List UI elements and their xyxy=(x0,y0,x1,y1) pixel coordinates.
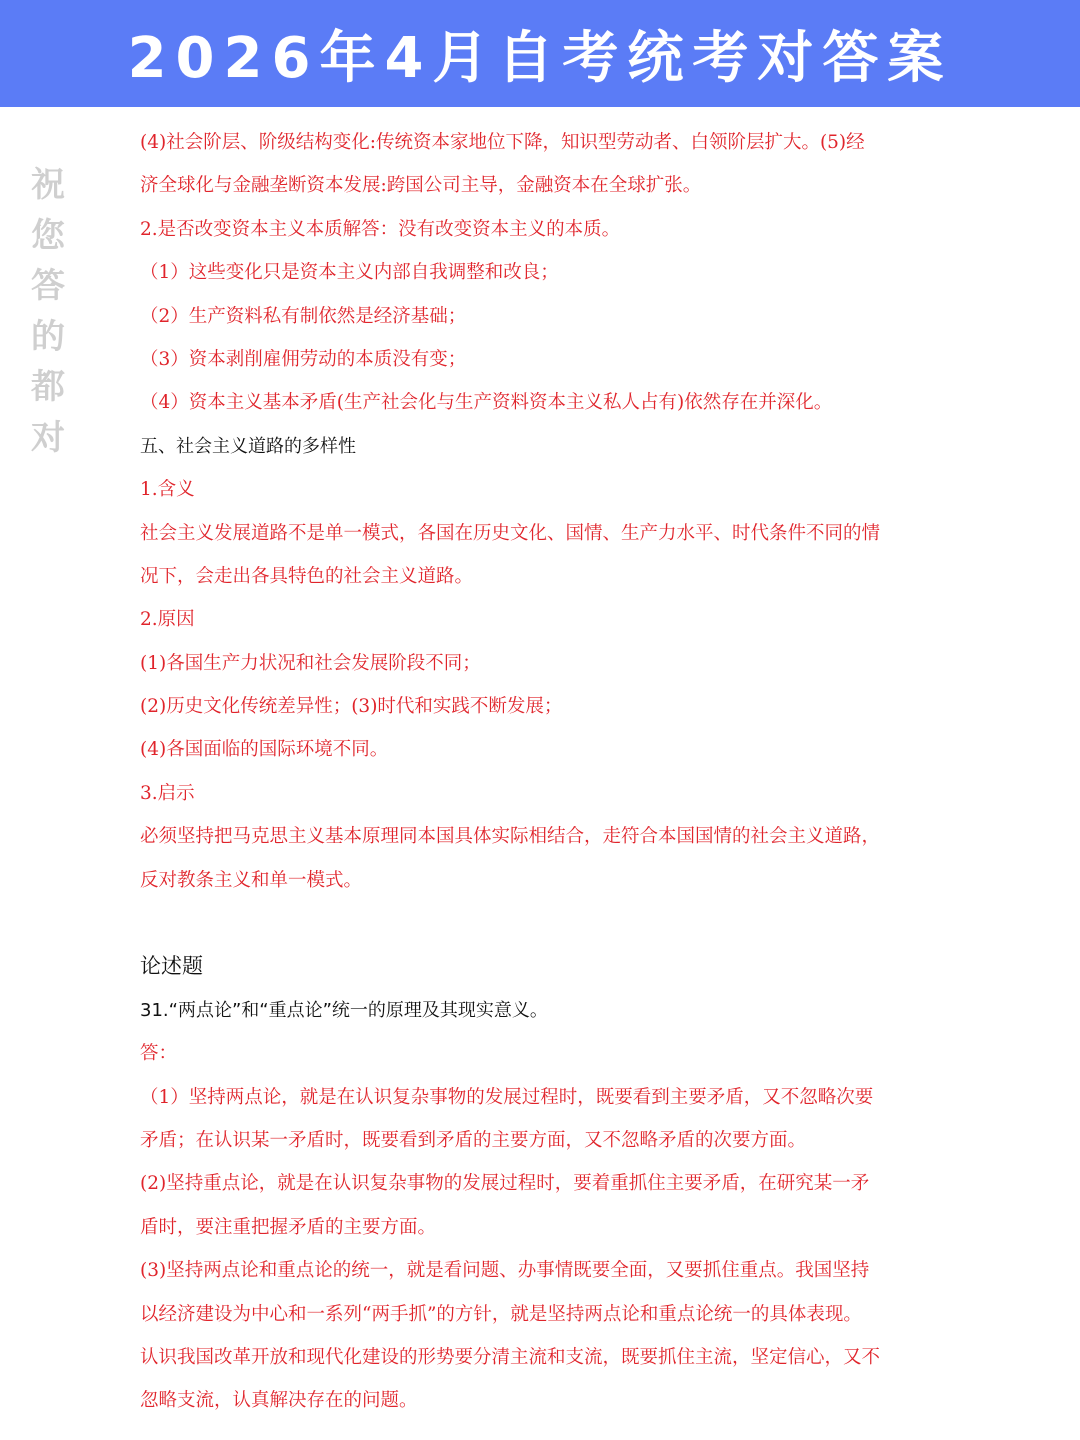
side-char: 对 xyxy=(31,417,65,458)
answer-line: 济全球化与金融垄断资本发展:跨国公司主导，金融资本在全球扩张。 xyxy=(140,175,702,197)
side-char: 祝 xyxy=(31,165,65,205)
answer-line: (3)坚持两点论和重点论的统一，就是看问题、办事情既要全面，又要抓住重点。我国坚持 xyxy=(140,1260,870,1282)
answer-line: 反对教条主义和单一模式。 xyxy=(140,869,363,891)
answer-line: (4)各国面临的国际环境不同。 xyxy=(140,739,389,761)
question-text: 31.“两点论”和“重点论”统一的原理及其现实意义。 xyxy=(140,999,548,1021)
section-heading: 五、社会主义道路的多样性 xyxy=(140,435,356,457)
header-banner xyxy=(0,0,1080,107)
subheading: 1.含义 xyxy=(140,479,195,501)
answer-line: （4）资本主义基本矛盾(生产社会化与生产资料资本主义私人占有)依然存在并深化。 xyxy=(140,392,833,414)
subheading: 3.启示 xyxy=(140,782,195,804)
answer-line: 2.是否改变资本主义本质解答：没有改变资本主义的本质。 xyxy=(140,218,621,240)
answer-line: (2)坚持重点论，就是在认识复杂事物的发展过程时，要着重抓住主要矛盾，在研究某一矛 xyxy=(140,1173,870,1195)
answer-line: 以经济建设为中心和一系列“两手抓”的方针，就是坚持两点论和重点论统一的具体表现。 xyxy=(140,1303,862,1325)
side-char: 都 xyxy=(31,367,65,407)
answer-line: 答： xyxy=(140,1043,178,1065)
side-char: 的 xyxy=(31,316,65,357)
essay-heading: 论述题 xyxy=(140,954,203,979)
answer-line: 忽略支流，认真解决存在的问题。 xyxy=(140,1390,418,1412)
answer-line: (1)各国生产力状况和社会发展阶段不同； xyxy=(140,652,481,674)
answer-line: (2)历史文化传统差异性；(3)时代和实践不断发展； xyxy=(140,696,563,718)
side-char: 答 xyxy=(31,266,65,306)
answer-line: （1）坚持两点论，就是在认识复杂事物的发展过程时，既要看到主要矛盾，又不忽略次要 xyxy=(140,1086,874,1108)
answer-line: 况下，会走出各具特色的社会主义道路。 xyxy=(140,565,474,587)
side-blessing xyxy=(28,160,68,463)
answer-line: 盾时，要注重把握矛盾的主要方面。 xyxy=(140,1216,437,1238)
subheading: 2.原因 xyxy=(140,609,195,631)
answer-line: 认识我国改革开放和现代化建设的形势要分清主流和支流，既要抓住主流，坚定信心，又不 xyxy=(140,1346,881,1368)
answer-line: （2）生产资料私有制依然是经济基础； xyxy=(140,305,467,327)
spacer xyxy=(140,902,920,945)
answer-line: 社会主义发展道路不是单一模式，各国在历史文化、国情、生产力水平、时代条件不同的情 xyxy=(140,522,881,544)
answer-line: （1）这些变化只是资本主义内部自我调整和改良； xyxy=(140,262,559,284)
answer-line: (4)社会阶层、阶级结构变化:传统资本家地位下降，知识型劳动者、白领阶层扩大。(5)经 xyxy=(140,132,865,153)
side-char: 您 xyxy=(31,215,65,256)
answer-content xyxy=(140,121,920,1423)
answer-line: （3）资本剥削雇佣劳动的本质没有变； xyxy=(140,348,467,370)
page-title: 2026年4月自考统考对答案 xyxy=(127,25,953,91)
answer-line: 矛盾；在认识某一矛盾时，既要看到矛盾的主要方面，又不忽略矛盾的次要方面。 xyxy=(140,1129,807,1151)
answer-line: 必须坚持把马克思主义基本原理同本国具体实际相结合，走符合本国国情的社会主义道路， xyxy=(140,826,881,848)
